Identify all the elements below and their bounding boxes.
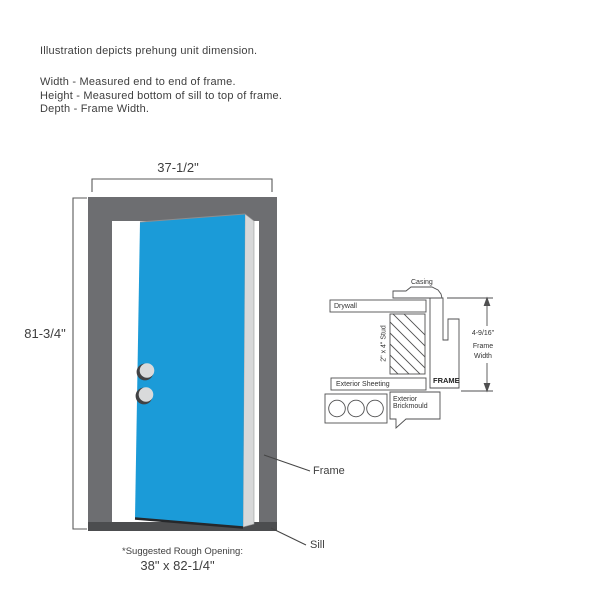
- width-dimension-bracket: [92, 179, 272, 192]
- casing-label: Casing: [411, 279, 433, 286]
- frame-width-word2: Width: [474, 353, 492, 360]
- height-dimension-bracket: [73, 198, 87, 529]
- frame-profile: [430, 298, 459, 388]
- dimension-definitions: [40, 76, 282, 117]
- sill-leader-line: [271, 528, 306, 545]
- sill-label: Sill: [310, 539, 325, 551]
- casing-profile: [393, 287, 442, 298]
- depth-definition: Depth - Frame Width.: [40, 103, 150, 116]
- exterior-brickmould-line2: Brickmould: [393, 403, 428, 410]
- exterior-brickmould-label: [393, 396, 428, 410]
- door-illustration: [73, 179, 310, 545]
- height-dimension-label: 81-3/4": [24, 326, 66, 341]
- rough-opening-note: *Suggested Rough Opening:: [122, 546, 243, 557]
- frame-profile-label: FRAME: [433, 376, 460, 385]
- frame-width-value: 4-9/16": [471, 330, 495, 337]
- exterior-brickmould-line1: Exterior: [393, 396, 418, 403]
- frame-width-word1: Frame: [472, 343, 494, 350]
- frame-label: Frame: [313, 465, 345, 477]
- exterior-sheeting-label: Exterior Sheeting: [336, 380, 390, 388]
- width-definition: Width - Measured end to end of frame.: [40, 76, 236, 88]
- width-dimension-label: 37-1/2": [157, 160, 199, 175]
- drywall-label: Drywall: [334, 302, 357, 310]
- rough-opening-value: 38" x 82-1/4": [140, 558, 215, 573]
- height-definition: Height - Measured bottom of sill to top of frame.: [40, 89, 283, 102]
- brickmould-box: [325, 394, 387, 423]
- illustration-note: Illustration depicts prehung unit dimension.: [40, 45, 258, 57]
- stud-label: 2" x 4" Stud: [380, 325, 388, 362]
